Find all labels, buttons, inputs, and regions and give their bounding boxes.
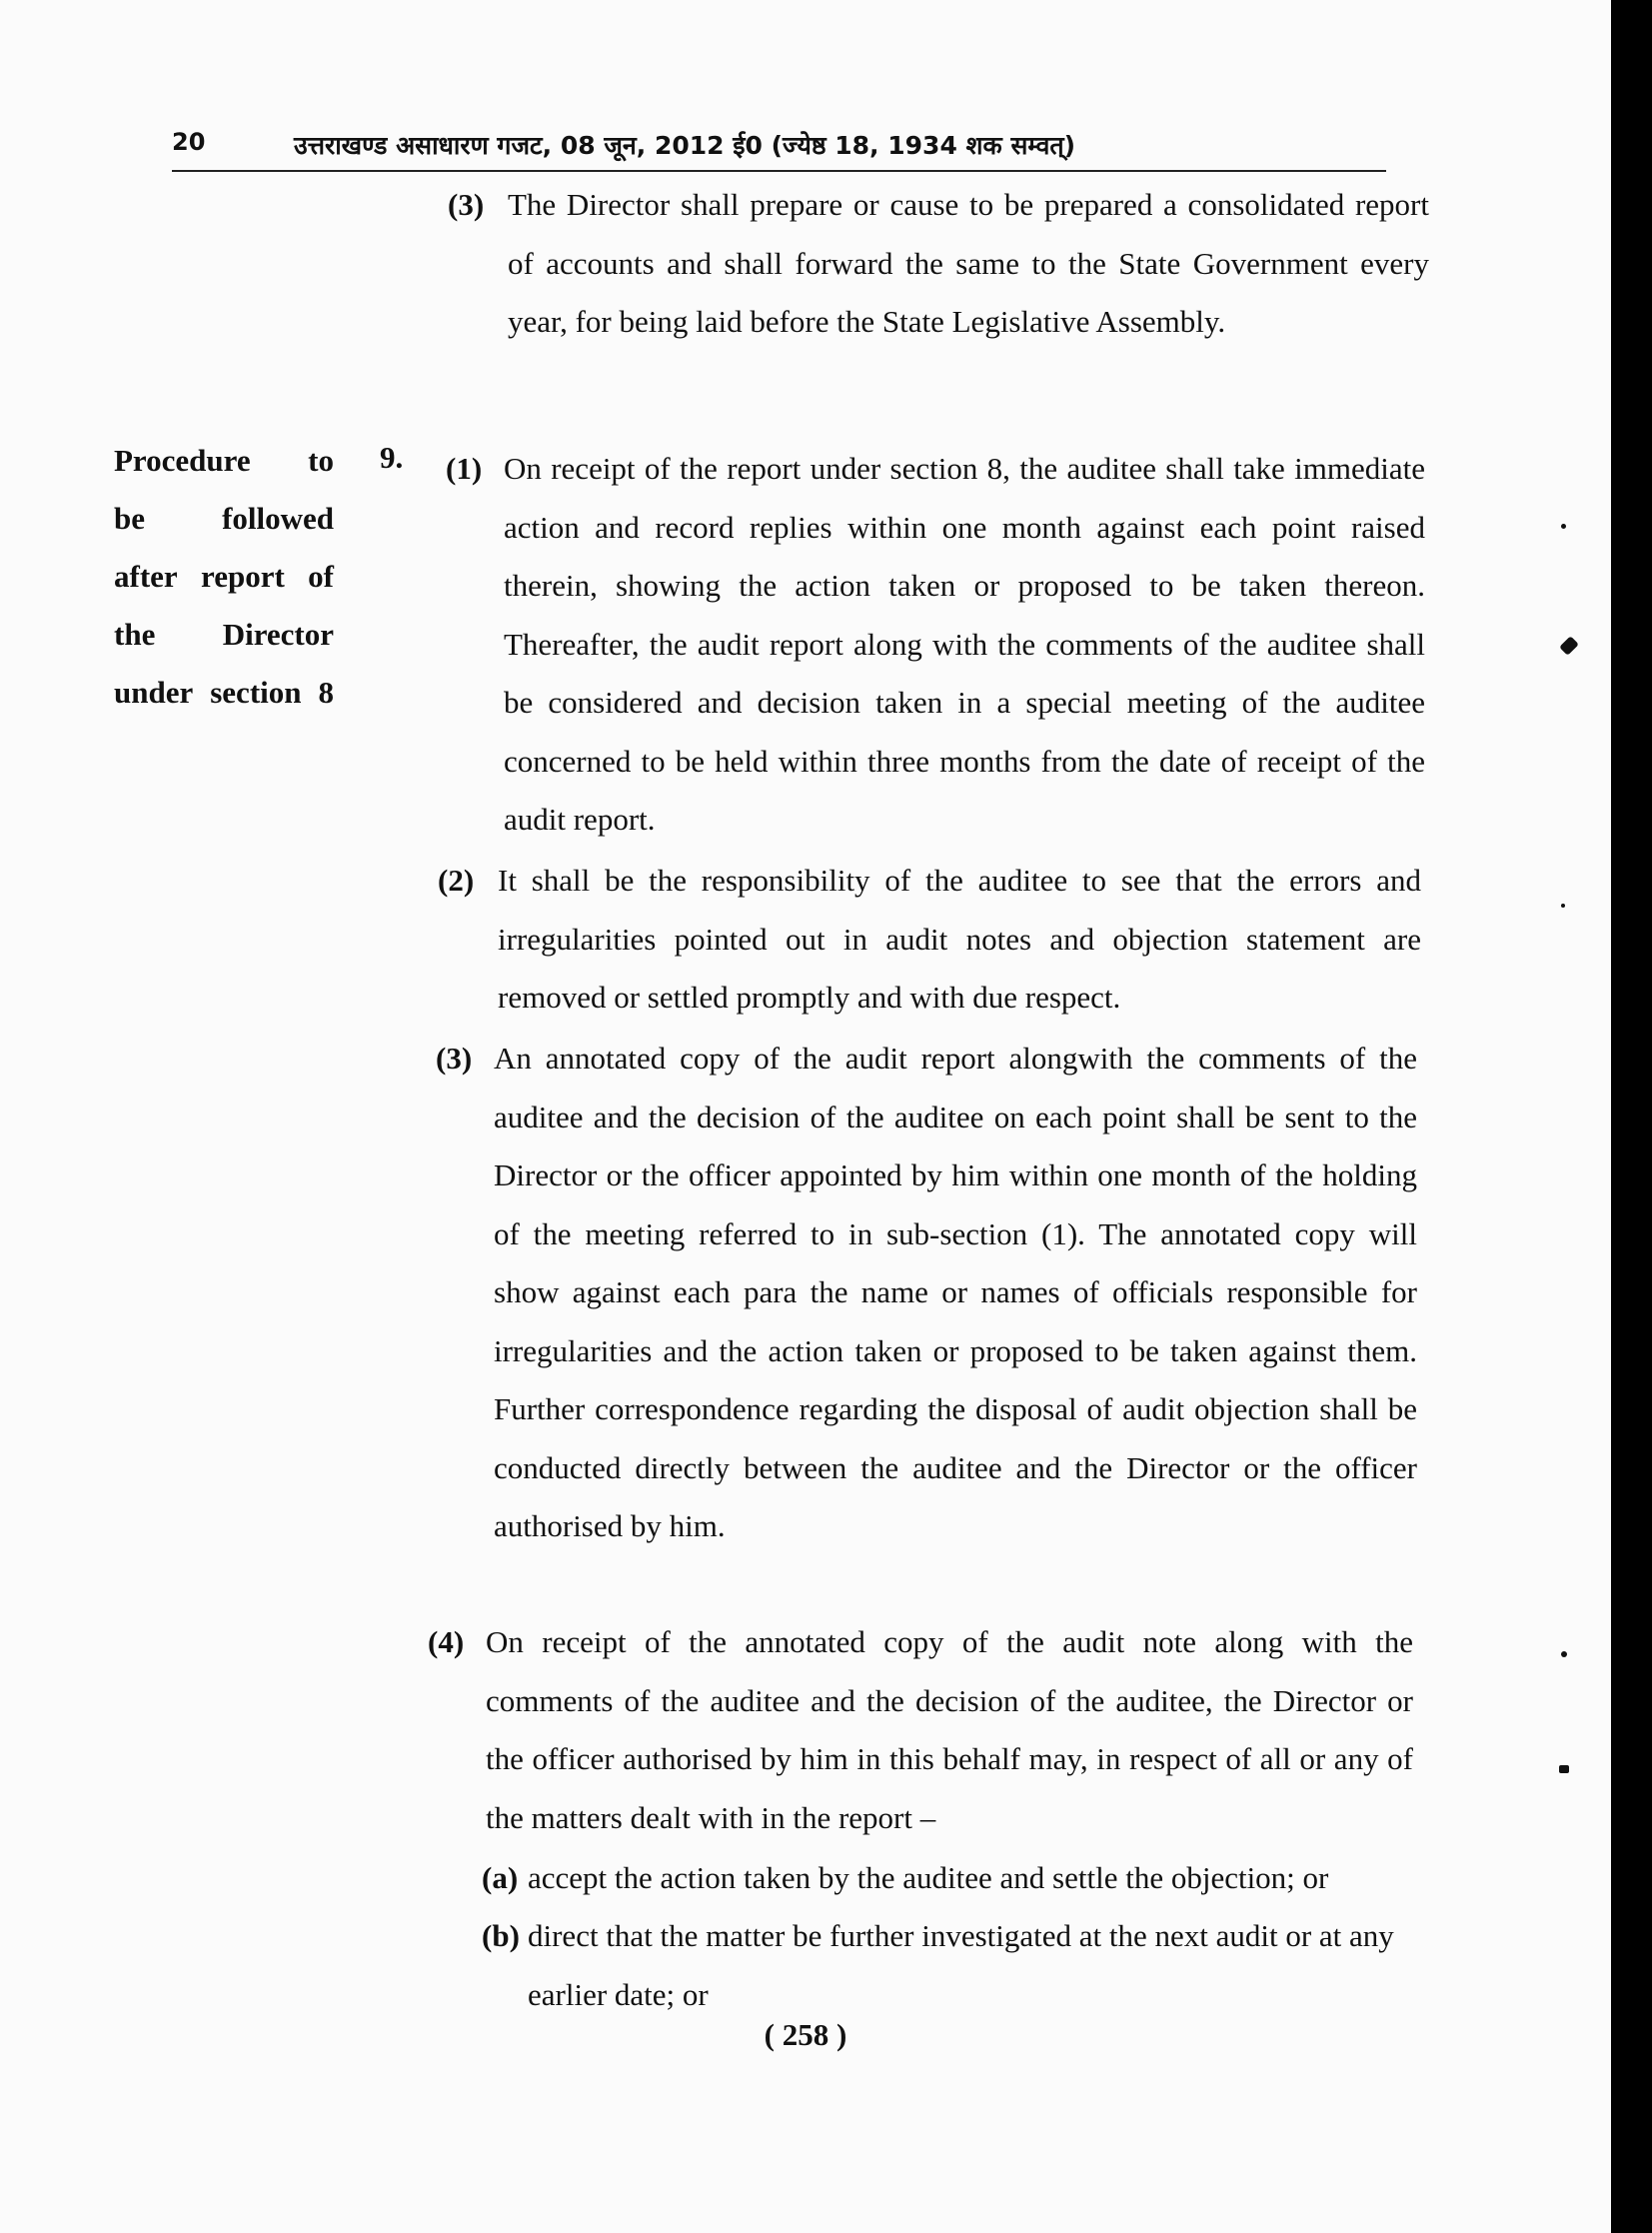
marginal-note-line: Procedure to	[114, 443, 334, 478]
marginal-note-line: after report of	[114, 559, 334, 594]
marginal-note	[114, 432, 334, 722]
clause-a	[482, 1849, 1411, 1908]
page-footer: ( 258 )	[764, 2017, 847, 2052]
subsection-text: On receipt of the annotated copy of the audit note along with the comments of the auditee and the decision of the auditee, the Director or the officer authorised by him in this behalf may, in respect of all or any of the matters dealt with in the report –	[486, 1624, 1413, 1835]
subsection-number: (1)	[446, 451, 483, 486]
scan-speck	[1559, 636, 1579, 656]
scan-speck	[1561, 904, 1565, 908]
gazette-title: उत्तराखण्ड असाधारण गजट, 08 जून, 2012 ई0 (ज्येष्ठ 18, 1934 शक सम्वत्)	[294, 131, 1076, 160]
header-rule	[172, 170, 1386, 172]
clause-b	[482, 1907, 1411, 2024]
scan-speck	[1561, 1651, 1567, 1657]
subsection-text: An annotated copy of the audit report alongwith the comments of the auditee and the decision of the auditee on each point shall be sent to the Director or the officer appointed by him within one month of the holding of the meeting referred to in sub-section (1). The annotated copy will show against each para the name or names of officials responsible for irregularities and the action taken or proposed to be taken against them. Further correspondence regarding the disposal of audit objection shall be conducted directly between the auditee and the Director or the officer authorised by him.	[494, 1041, 1417, 1543]
subsection-number: (3)	[448, 187, 485, 222]
clause-label: (a)	[482, 1860, 519, 1895]
subsection-4	[428, 1613, 1413, 1847]
marginal-note-line: the Director	[114, 617, 334, 652]
section-number: 9.	[380, 440, 404, 475]
subsection-number: (3)	[436, 1041, 473, 1076]
clause-text: direct that the matter be further investigated at the next audit or at any earlier date; or	[528, 1918, 1394, 2012]
subsection-1	[446, 440, 1425, 850]
marginal-note-line: be followed	[114, 501, 334, 536]
scan-speck	[1559, 1765, 1569, 1773]
page-number: 20	[172, 128, 206, 156]
subsection-3	[436, 1030, 1417, 1556]
subsection-text: It shall be the responsibility of the auditee to see that the errors and irregularities pointed out in audit notes and objection statement are removed or settled promptly and with due respect.	[498, 863, 1421, 1015]
clause-label: (b)	[482, 1918, 520, 1953]
scan-speck	[1561, 524, 1566, 529]
subsection-number: (2)	[438, 863, 475, 898]
clause-text: accept the action taken by the auditee and settle the objection; or	[528, 1860, 1329, 1895]
marginal-note-line: under section 8	[114, 675, 334, 710]
subsection-text: On receipt of the report under section 8, the auditee shall take immediate action and record replies within one month against each point raised therein, showing the action taken or proposed to be taken thereon. Thereafter, the audit report along with the comments of the auditee shall be considered and decision taken in a special meeting of the auditee concerned to be held within three months from the date of receipt of the audit report.	[504, 451, 1425, 837]
subsection-text: The Director shall prepare or cause to be prepared a consolidated report of accounts and shall forward the same to the State Government every year, for being laid before the State Legislative Assembly.	[508, 187, 1429, 339]
subsection-number: (4)	[428, 1624, 465, 1659]
prev-subsection-3	[448, 176, 1429, 352]
subsection-2	[438, 852, 1421, 1028]
